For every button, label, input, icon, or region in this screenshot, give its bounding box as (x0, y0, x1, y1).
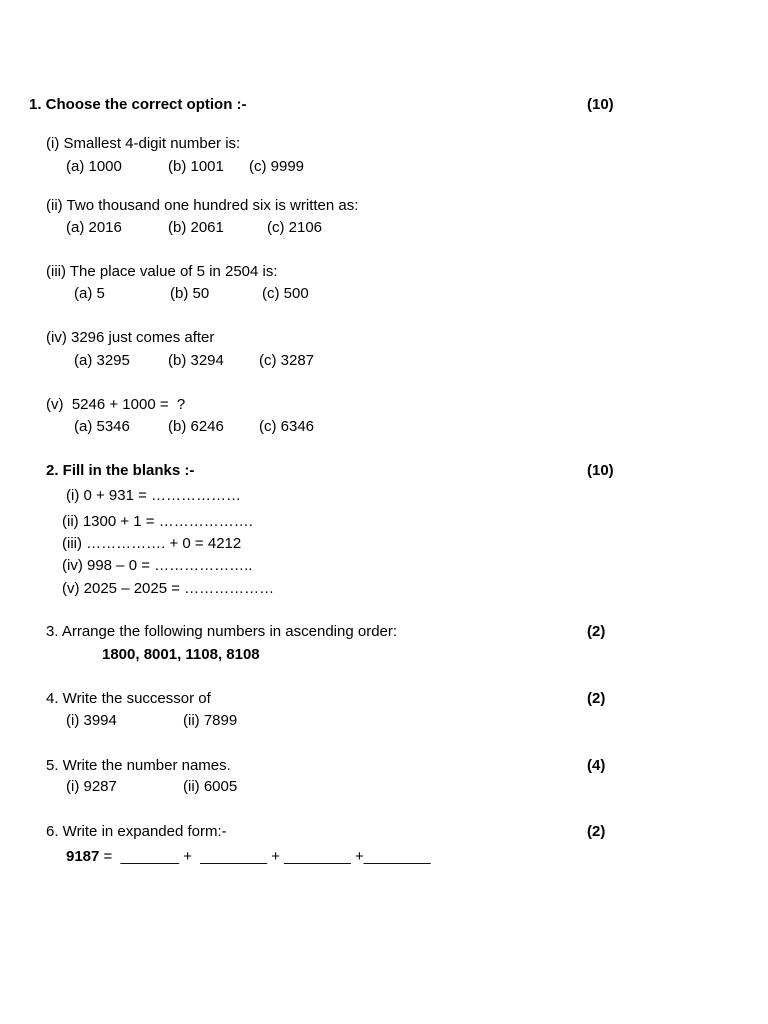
q1-item-5-option-c: (c) 6346 (259, 418, 315, 435)
q1-marks: (10) (587, 96, 614, 113)
q2-blank-1: (i) 0 + 931 = ……………… (66, 487, 242, 504)
q1-item-5-option-b: (b) 6246 (168, 418, 224, 435)
q3-marks: (2) (587, 623, 606, 640)
q5-heading: 5. Write the number names. (46, 757, 231, 774)
q1-item-4-option-b: (b) 3294 (168, 352, 224, 369)
q1-item-4-question: (iv) 3296 just comes after (46, 329, 215, 346)
q5-marks: (4) (587, 757, 606, 774)
q1-item-2-option-a: (a) 2016 (66, 219, 122, 236)
q1-item-5-option-a: (a) 5346 (74, 418, 130, 435)
q1-item-2-option-c: (c) 2106 (267, 219, 323, 236)
q1-item-1-option-c: (c) 9999 (249, 158, 305, 175)
q6-blanks: = _______ + ________ + ________ +________ (103, 848, 431, 865)
q4-option-2: (ii) 7899 (183, 712, 238, 729)
q2-heading: 2. Fill in the blanks :- (46, 462, 195, 479)
q1-item-2-option-b: (b) 2061 (168, 219, 224, 236)
q2-blank-5: (v) 2025 – 2025 = ……………… (62, 580, 275, 597)
q6-expansion-line (66, 848, 431, 866)
q6-marks: (2) (587, 823, 606, 840)
q1-item-3-question: (iii) The place value of 5 in 2504 is: (46, 263, 278, 280)
q1-item-5-question: (v) 5246 + 1000 = ? (46, 396, 186, 413)
q4-marks: (2) (587, 690, 606, 707)
q1-item-1-question: (i) Smallest 4-digit number is: (46, 135, 241, 152)
q4-heading: 4. Write the successor of (46, 690, 211, 707)
q1-item-4-option-a: (a) 3295 (74, 352, 130, 369)
q3-heading: 3. Arrange the following numbers in ascending order: (46, 623, 398, 640)
q6-number: 9187 (66, 848, 100, 865)
q1-item-3-option-c: (c) 500 (262, 285, 309, 302)
q2-blank-2: (ii) 1300 + 1 = ………………. (62, 513, 253, 530)
q2-marks: (10) (587, 462, 614, 479)
q1-item-4-option-c: (c) 3287 (259, 352, 315, 369)
q1-item-3-option-b: (b) 50 (170, 285, 210, 302)
q5-option-1: (i) 9287 (66, 778, 117, 795)
q1-item-3-option-a: (a) 5 (74, 285, 105, 302)
q4-option-1: (i) 3994 (66, 712, 117, 729)
q2-blank-4: (iv) 998 – 0 = ……………….. (62, 557, 253, 574)
q1-heading: 1. Choose the correct option :- (29, 96, 247, 113)
q1-item-1-option-b: (b) 1001 (168, 158, 224, 175)
q1-item-1-option-a: (a) 1000 (66, 158, 122, 175)
q5-option-2: (ii) 6005 (183, 778, 238, 795)
q6-heading: 6. Write in expanded form:- (46, 823, 227, 840)
q1-item-2-question: (ii) Two thousand one hundred six is written as: (46, 197, 359, 214)
q2-blank-3: (iii) ……………. + 0 = 4212 (62, 535, 242, 552)
q3-numbers: 1800, 8001, 1108, 8108 (102, 646, 260, 663)
